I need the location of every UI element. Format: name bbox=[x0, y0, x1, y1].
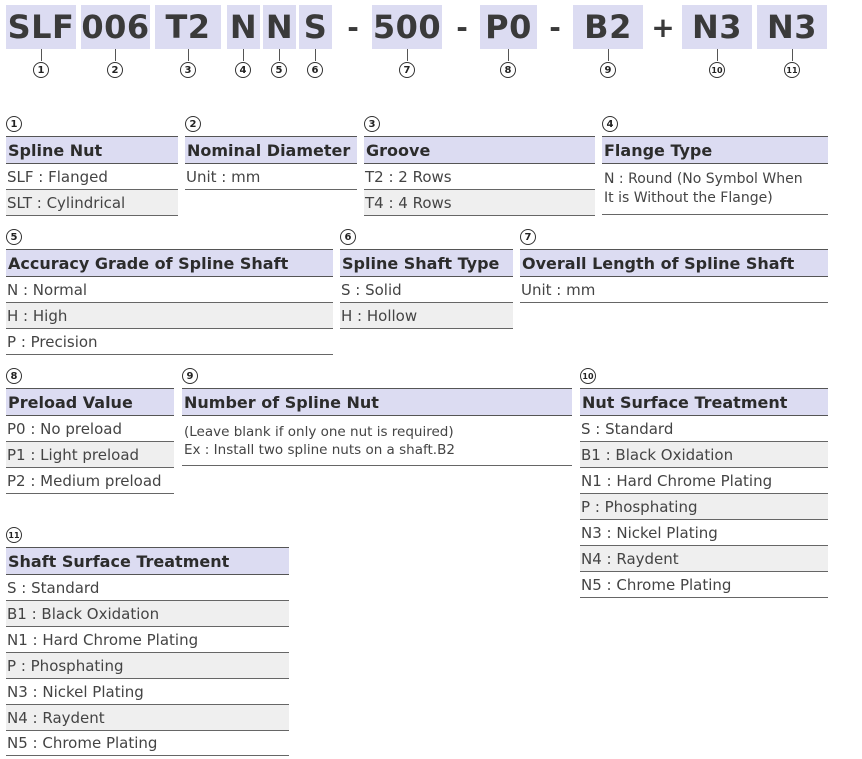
code-tick bbox=[608, 49, 609, 61]
table-row: N5 : Chrome Plating bbox=[580, 572, 828, 598]
table-row: Unit : mm bbox=[520, 277, 828, 303]
code-marker: 9 bbox=[600, 62, 616, 78]
code-marker: 5 bbox=[271, 62, 287, 78]
code-tick bbox=[41, 49, 42, 61]
table-row: H : Hollow bbox=[340, 303, 513, 329]
code-separator: - bbox=[456, 10, 468, 44]
table-row: P2 : Medium preload bbox=[6, 468, 174, 494]
table-spline-shaft-type bbox=[340, 229, 513, 333]
table-row: B1 : Black Oxidation bbox=[580, 442, 828, 468]
table-title: Spline Shaft Type bbox=[340, 249, 513, 277]
table-title: Flange Type bbox=[602, 136, 828, 164]
table-overall-length bbox=[520, 229, 828, 309]
code-segment-groove: T2 bbox=[155, 5, 221, 49]
table-row: N4 : Raydent bbox=[580, 546, 828, 572]
code-marker: 2 bbox=[107, 62, 123, 78]
table-row: N : Normal bbox=[6, 277, 333, 303]
table-spline-nut bbox=[6, 116, 178, 220]
table-number-badge: 5 bbox=[6, 229, 22, 245]
table-row: N3 : Nickel Plating bbox=[6, 679, 289, 705]
table-row: S : Solid bbox=[340, 277, 513, 303]
code-segment-shaft-surface: N3 bbox=[757, 5, 827, 49]
code-tick bbox=[792, 49, 793, 61]
table-note bbox=[182, 416, 572, 466]
table-groove bbox=[364, 116, 595, 220]
table-row: P : Phosphating bbox=[580, 494, 828, 520]
code-segment-accuracy: N bbox=[263, 5, 296, 49]
code-marker: 1 bbox=[33, 62, 49, 78]
code-tick bbox=[315, 49, 316, 61]
table-number-badge: 10 bbox=[580, 368, 596, 384]
table-row: S : Standard bbox=[580, 416, 828, 442]
table-row: SLT : Cylindrical bbox=[6, 190, 178, 216]
table-row: N4 : Raydent bbox=[6, 705, 289, 731]
table-row: T4 : 4 Rows bbox=[364, 190, 595, 216]
table-number-badge: 2 bbox=[185, 116, 201, 132]
table-title: Accuracy Grade of Spline Shaft bbox=[6, 249, 333, 277]
code-marker: 7 bbox=[399, 62, 415, 78]
table-number-badge: 3 bbox=[364, 116, 380, 132]
table-nominal-diameter bbox=[185, 116, 357, 196]
table-row: N3 : Nickel Plating bbox=[580, 520, 828, 546]
code-marker: 4 bbox=[235, 62, 251, 78]
table-flange-type bbox=[602, 116, 828, 220]
code-segment-nut-surface: N3 bbox=[682, 5, 752, 49]
code-segment-nut-count: B2 bbox=[573, 5, 643, 49]
table-row: P0 : No preload bbox=[6, 416, 174, 442]
table-row: P : Phosphating bbox=[6, 653, 289, 679]
table-row: P1 : Light preload bbox=[6, 442, 174, 468]
code-segment-flange: N bbox=[227, 5, 260, 49]
table-title: Groove bbox=[364, 136, 595, 164]
code-separator: - bbox=[347, 10, 359, 44]
table-number-badge: 8 bbox=[6, 368, 22, 384]
code-marker: 10 bbox=[709, 62, 725, 78]
table-row: T2 : 2 Rows bbox=[364, 164, 595, 190]
table-row: P : Precision bbox=[6, 329, 333, 355]
note-line: N : Round (No Symbol When bbox=[604, 171, 803, 187]
code-tick bbox=[407, 49, 408, 61]
table-row: Unit : mm bbox=[185, 164, 357, 190]
table-note bbox=[602, 164, 828, 215]
table-title: Shaft Surface Treatment bbox=[6, 547, 289, 575]
table-nut-surface-treatment bbox=[580, 368, 828, 602]
table-shaft-surface-treatment bbox=[6, 527, 289, 759]
table-title: Overall Length of Spline Shaft bbox=[520, 249, 828, 277]
table-row: SLF : Flanged bbox=[6, 164, 178, 190]
table-title: Nominal Diameter bbox=[185, 136, 357, 164]
table-title: Preload Value bbox=[6, 388, 174, 416]
table-number-badge: 4 bbox=[602, 116, 618, 132]
code-tick bbox=[717, 49, 718, 61]
note-line: Ex : Install two spline nuts on a shaft.B2 bbox=[184, 442, 455, 458]
code-separator: - bbox=[549, 10, 561, 44]
table-title: Number of Spline Nut bbox=[182, 388, 572, 416]
code-marker: 8 bbox=[500, 62, 516, 78]
table-preload-value bbox=[6, 368, 174, 498]
code-tick bbox=[188, 49, 189, 61]
table-number-badge: 6 bbox=[340, 229, 356, 245]
code-segment-preload: P0 bbox=[480, 5, 537, 49]
code-marker: 3 bbox=[180, 62, 196, 78]
table-number-badge: 1 bbox=[6, 116, 22, 132]
code-segment-diameter: 006 bbox=[81, 5, 150, 49]
table-title: Spline Nut bbox=[6, 136, 178, 164]
code-tick bbox=[115, 49, 116, 61]
table-number-badge: 7 bbox=[520, 229, 536, 245]
note-line: (Leave blank if only one nut is required) bbox=[184, 424, 454, 440]
code-marker: 6 bbox=[307, 62, 323, 78]
table-row: B1 : Black Oxidation bbox=[6, 601, 289, 627]
code-separator: + bbox=[651, 10, 675, 44]
table-title: Nut Surface Treatment bbox=[580, 388, 828, 416]
code-marker: 11 bbox=[784, 62, 800, 78]
table-row: N5 : Chrome Plating bbox=[6, 731, 289, 756]
code-tick bbox=[508, 49, 509, 61]
table-number-badge: 11 bbox=[6, 527, 22, 543]
table-number-badge: 9 bbox=[182, 368, 198, 384]
code-tick bbox=[279, 49, 280, 61]
code-tick bbox=[243, 49, 244, 61]
table-row: S : Standard bbox=[6, 575, 289, 601]
table-row: H : High bbox=[6, 303, 333, 329]
code-segment-length: 500 bbox=[372, 5, 442, 49]
table-row: N1 : Hard Chrome Plating bbox=[6, 627, 289, 653]
part-number-code bbox=[0, 0, 862, 90]
note-line: It is Without the Flange) bbox=[604, 190, 773, 206]
code-segment-series: SLF bbox=[6, 5, 76, 49]
table-accuracy-grade bbox=[6, 229, 333, 359]
table-row: N1 : Hard Chrome Plating bbox=[580, 468, 828, 494]
table-number-of-spline-nut bbox=[182, 368, 572, 472]
code-segment-shaft-type: S bbox=[299, 5, 332, 49]
